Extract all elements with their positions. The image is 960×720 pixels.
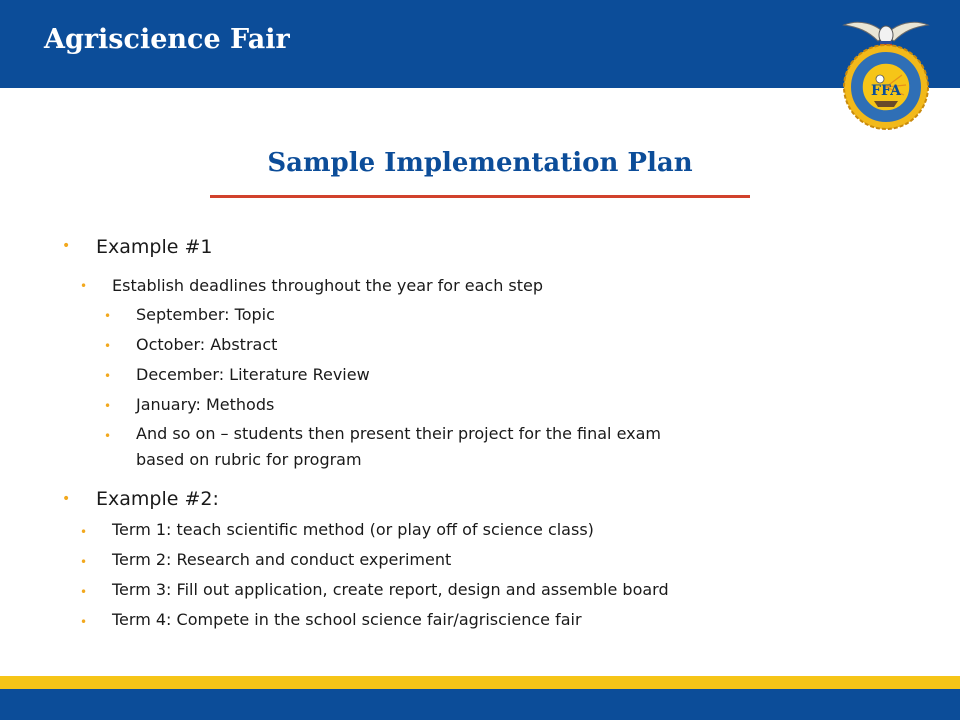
list-item-step: January: Methods	[136, 395, 275, 414]
footer-gold-stripe	[0, 676, 960, 689]
list-item-term: Term 4: Compete in the school science fair/agriscience fair	[112, 610, 582, 629]
list-item-step: December: Literature Review	[136, 365, 370, 384]
list-item-step: October: Abstract	[136, 335, 278, 354]
bullet-icon: •	[80, 555, 88, 569]
slide-title: Sample Implementation Plan	[267, 148, 693, 178]
bullet-icon: •	[104, 429, 112, 443]
list-item-closing-line-2: based on rubric for program	[136, 450, 362, 469]
bullet-icon: •	[80, 585, 88, 599]
bullet-icon: •	[62, 491, 71, 507]
list-item-term: Term 3: Fill out application, create report, design and assemble board	[112, 580, 669, 599]
list-item-term: Term 2: Research and conduct experiment	[112, 550, 452, 569]
emblem-text: FFA	[871, 83, 901, 99]
bullet-icon: •	[104, 309, 112, 323]
bullet-icon: •	[80, 279, 88, 293]
list-item-example-1: Example #1	[96, 236, 213, 258]
bullet-icon: •	[104, 399, 112, 413]
bullet-icon: •	[80, 615, 88, 629]
bullet-icon: •	[104, 369, 112, 383]
footer-blue-band	[0, 689, 960, 720]
list-item-intro: Establish deadlines throughout the year for each step	[112, 276, 544, 295]
list-item-closing-line-1: And so on – students then present their project for the final exam	[136, 424, 662, 443]
bullet-icon: •	[104, 339, 112, 353]
bullet-icon: •	[80, 525, 88, 539]
header-title: Agriscience Fair	[44, 24, 290, 55]
list-item-term: Term 1: teach scientific method (or play off of science class)	[112, 520, 594, 539]
bullet-icon: •	[62, 238, 71, 254]
list-item-step: September: Topic	[136, 305, 275, 324]
list-item-example-2: Example #2:	[96, 488, 219, 510]
